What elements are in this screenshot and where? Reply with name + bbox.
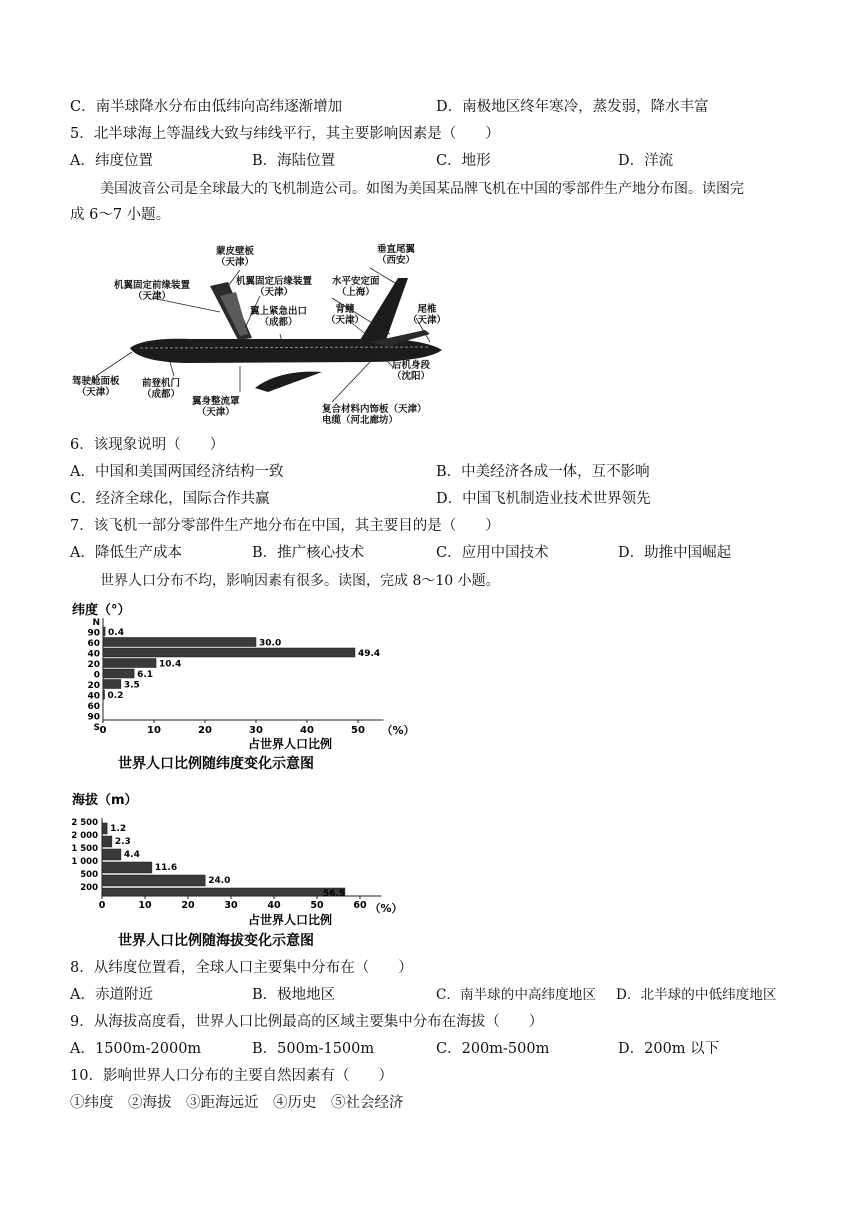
plane-label-front-door: 前登机门 （成都） xyxy=(142,378,181,400)
plane-label-aft-fuselage: 后机身段 （沈阳） xyxy=(392,360,431,382)
q6-option-c: C．经济全球化，国际合作共赢 xyxy=(70,491,270,507)
q4-option-c: C．南半球降水分布由低纬向高纬逐渐增加 xyxy=(70,99,343,115)
latitude-bar xyxy=(103,648,355,657)
altitude-y-tick-label: 1 000 xyxy=(71,857,98,867)
latitude-x-tick-label: 30 xyxy=(249,725,263,736)
passage2: 世界人口分布不均，影响因素有很多。读图，完成 8～10 小题。 xyxy=(100,573,500,589)
latitude-bar-value-label: 49.4 xyxy=(357,649,381,659)
q8-option-a: A．赤道附近 xyxy=(70,987,153,1003)
plane-label-cockpit-panel: 驾驶舱面板 （天津） xyxy=(72,376,120,398)
altitude-x-tick-label: 20 xyxy=(181,900,195,911)
altitude-y-tick-label: 1 500 xyxy=(71,844,98,854)
q9-stem: 9．从海拔高度看，世界人口比例最高的区域主要集中分布在海拔（ ） xyxy=(70,1014,544,1030)
altitude-x-unit: （%） xyxy=(369,902,403,915)
latitude-y-axis-label: 纬度（°） xyxy=(72,603,131,618)
altitude-bar xyxy=(102,888,345,896)
latitude-x-tick-label: 10 xyxy=(147,725,161,736)
plane-label-tail-cone: 尾椎 （天津） xyxy=(408,304,447,326)
q10-stem: 10．影响世界人口分布的主要自然因素有（ ） xyxy=(70,1068,393,1084)
q6-option-b: B．中美经济各成一体，互不影响 xyxy=(436,464,650,480)
altitude-y-tick-label: 2 000 xyxy=(71,831,98,841)
q9-option-d: D．200m 以下 xyxy=(618,1041,720,1057)
latitude-y-tick-label: 20 xyxy=(87,660,100,670)
airplane-figure xyxy=(70,238,450,434)
q4-option-d: D．南极地区终年寒冷，蒸发弱，降水丰富 xyxy=(436,99,709,115)
q5-stem: 5．北半球海上等温线大致与纬线平行，其主要影响因素是（ ） xyxy=(70,126,500,142)
latitude-x-tick-label: 20 xyxy=(198,725,212,736)
altitude-y-tick-label: 500 xyxy=(80,870,98,880)
passage1-line2: 成 6～7 小题。 xyxy=(70,207,171,223)
q5-option-d: D．洋流 xyxy=(618,153,674,169)
latitude-bar xyxy=(103,669,134,678)
q7-option-b: B．推广核心技术 xyxy=(252,545,365,561)
latitude-y-tick-label: S xyxy=(93,723,100,733)
altitude-chart xyxy=(70,790,403,950)
latitude-x-axis-label: 占世界人口比例 xyxy=(248,737,333,751)
altitude-x-tick-label: 50 xyxy=(310,900,324,911)
altitude-bar xyxy=(102,823,107,834)
latitude-chart xyxy=(70,600,415,786)
latitude-chart-svg xyxy=(70,600,415,786)
altitude-bar-value-label: 2.3 xyxy=(114,837,131,847)
q6-option-d: D．中国飞机制造业技术世界领先 xyxy=(436,491,651,507)
latitude-bar xyxy=(103,680,121,689)
plane-label-wing-trailing-edge: 机翼固定后缘装置 （天津） xyxy=(236,276,313,298)
q8-option-c: C．南半球的中高纬度地区 xyxy=(436,987,596,1003)
latitude-y-tick-label: 60 xyxy=(87,639,100,649)
plane-label-skin-panel: 蒙皮壁板 （天津） xyxy=(216,246,255,268)
q7-option-d: D．助推中国崛起 xyxy=(618,545,732,561)
q9-option-b: B．500m-1500m xyxy=(252,1041,375,1057)
latitude-x-unit: （%） xyxy=(381,724,415,737)
altitude-chart-title: 世界人口比例随海拔变化示意图 xyxy=(118,933,314,949)
plane-label-wing-body-fairing: 翼身整流罩 （天津） xyxy=(192,396,240,418)
altitude-bar-value-label: 11.6 xyxy=(154,863,178,873)
altitude-bar-value-label: 56.5 xyxy=(322,889,346,899)
q8-option-b: B．极地地区 xyxy=(252,987,336,1003)
altitude-bar xyxy=(102,875,205,886)
q5-option-a: A．纬度位置 xyxy=(70,153,153,169)
altitude-y-tick-label: 2 500 xyxy=(71,818,98,828)
plane-label-vertical-fin: 垂直尾翼 （西安） xyxy=(377,244,416,266)
latitude-bar-value-label: 30.0 xyxy=(259,638,282,649)
latitude-y-tick-label: 0 xyxy=(93,670,100,681)
altitude-bar-value-label: 4.4 xyxy=(123,850,140,860)
q8-option-d: D．北半球的中低纬度地区 xyxy=(616,987,777,1003)
plane-label-horizontal-stabilizer: 水平安定面 （上海） xyxy=(332,276,380,298)
latitude-y-tick-label: 20 xyxy=(87,681,100,691)
q6-stem: 6．该现象说明（ ） xyxy=(70,437,225,453)
altitude-bar xyxy=(102,836,112,847)
altitude-x-axis-label: 占世界人口比例 xyxy=(248,913,333,927)
latitude-bar xyxy=(103,627,105,636)
altitude-y-tick-label: 200 xyxy=(80,883,98,893)
altitude-x-tick-label: 10 xyxy=(138,900,152,911)
latitude-bar-value-label: 10.4 xyxy=(159,659,182,670)
latitude-chart-title: 世界人口比例随纬度变化示意图 xyxy=(118,756,314,772)
altitude-bar-value-label: 1.2 xyxy=(110,824,127,834)
plane-label-overwing-exit: 翼上紧急出口 （成都） xyxy=(250,306,308,328)
latitude-x-tick-label: 40 xyxy=(300,725,314,736)
altitude-x-tick-label: 40 xyxy=(267,900,281,911)
q5-option-b: B．海陆位置 xyxy=(252,153,336,169)
q7-option-c: C．应用中国技术 xyxy=(436,545,549,561)
latitude-bar-value-label: 0.4 xyxy=(108,628,124,638)
altitude-bar xyxy=(102,849,121,860)
latitude-bar xyxy=(103,659,156,668)
q6-option-a: A．中国和美国两国经济结构一致 xyxy=(70,464,284,480)
altitude-chart-svg xyxy=(70,790,403,950)
plane-label-dorsal-fin: 背鳍 （天津） xyxy=(326,304,365,326)
altitude-x-tick-label: 30 xyxy=(224,900,238,911)
altitude-bar-value-label: 24.0 xyxy=(208,876,231,886)
latitude-y-tick-label: 90 xyxy=(87,628,100,639)
q8-stem: 8．从纬度位置看，全球人口主要集中分布在（ ） xyxy=(70,960,413,976)
q7-option-a: A．降低生产成本 xyxy=(70,545,182,561)
latitude-y-tick-label: 40 xyxy=(87,691,100,702)
latitude-y-tick-label: 60 xyxy=(87,702,100,712)
q10-items: ①纬度 ②海拔 ③距海远近 ④历史 ⑤社会经济 xyxy=(70,1095,404,1111)
plane-label-wing-leading-edge: 机翼固定前缘装置 （天津） xyxy=(114,280,191,302)
altitude-x-tick-label: 0 xyxy=(98,900,106,911)
latitude-bar-value-label: 6.1 xyxy=(137,670,154,680)
altitude-y-axis-label: 海拔（m） xyxy=(72,793,138,808)
plane-label-composite-cable: 复合材料内饰板（天津） 电缆（河北廊坊） xyxy=(322,404,427,426)
latitude-bar-value-label: 0.2 xyxy=(107,691,124,701)
passage1-line1: 美国波音公司是全球最大的飞机制造公司。如图为美国某品牌飞机在中国的零部件生产地分布图。读图完 xyxy=(100,181,744,197)
latitude-bar xyxy=(103,690,105,699)
latitude-x-tick-label: 50 xyxy=(351,725,365,736)
q9-option-a: A．1500m-2000m xyxy=(70,1041,202,1057)
q7-stem: 7．该飞机一部分零部件生产地分布在中国，其主要目的是（ ） xyxy=(70,518,500,534)
latitude-bar xyxy=(103,638,256,647)
latitude-y-tick-label: 40 xyxy=(87,649,100,660)
latitude-bar-value-label: 3.5 xyxy=(123,680,140,691)
altitude-x-tick-label: 60 xyxy=(353,900,367,911)
latitude-y-tick-label: 90 xyxy=(87,712,100,723)
latitude-x-tick-label: 0 xyxy=(99,725,107,736)
q9-option-c: C．200m-500m xyxy=(436,1041,550,1057)
latitude-y-tick-label: N xyxy=(92,618,100,628)
q5-option-c: C．地形 xyxy=(436,153,491,169)
altitude-bar xyxy=(102,862,152,873)
